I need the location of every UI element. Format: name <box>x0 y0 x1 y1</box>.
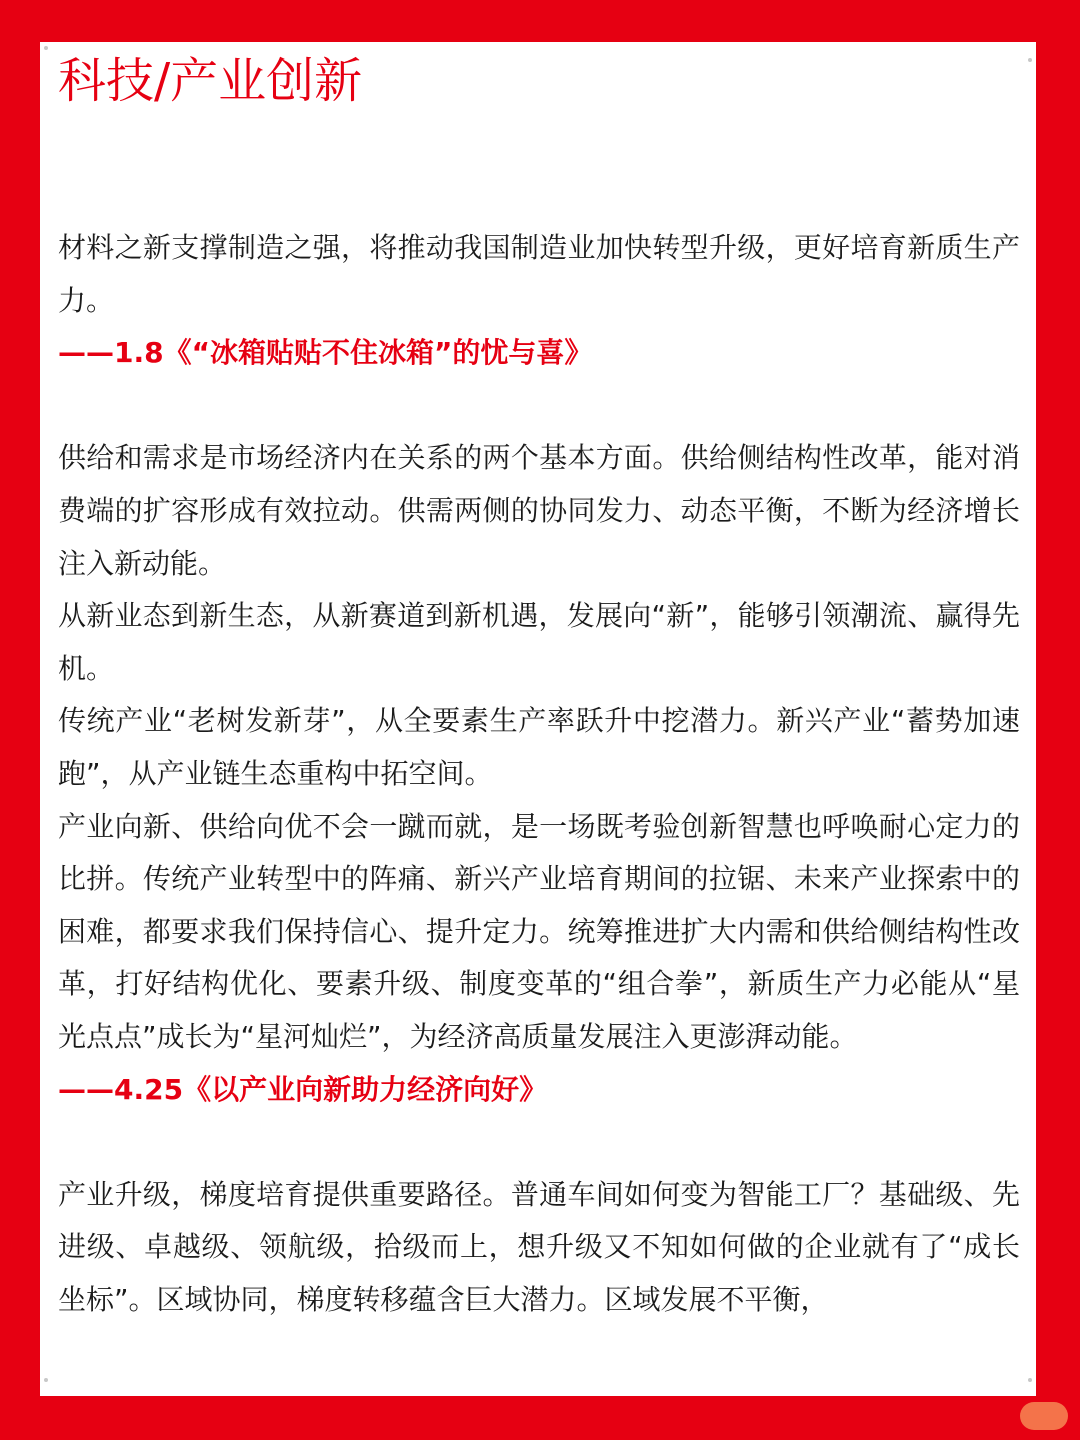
watermark-icon <box>1020 1402 1068 1430</box>
paragraph: 材料之新支撑制造之强，将推动我国制造业加快转型升级，更好培育新质生产力。 <box>58 231 1020 317</box>
content-card <box>40 42 1036 1396</box>
paragraph: 从新业态到新生态，从新赛道到新机遇，发展向“新”，能够引领潮流、赢得先机。 <box>58 599 1020 685</box>
paragraph: 产业向新、供给向优不会一蹴而就，是一场既考验创新智慧也呼唤耐心定力的比拼。传统产业转型中的阵痛、新兴产业培育期间的拉锯、未来产业探索中的困难，都要求我们保持信心、提升定力。统筹推进扩大内需和供给侧结构性改革，打好结构优化、要素升级、制度变革的“组合拳”，新质生产力必能从“星光点点”成长为“星河灿烂”，为经济高质量发展注入更澎湃动能。 <box>58 809 1020 1053</box>
corner-dot-icon <box>1028 1378 1032 1382</box>
paragraph: 传统产业“老树发新芽”，从全要素生产率跃升中挖潜力。新兴产业“蓄势加速跑”，从产业链生态重构中拓空间。 <box>58 704 1020 790</box>
spacer <box>58 380 1020 433</box>
corner-dot-icon <box>44 46 48 50</box>
source-citation: ——4.25《以产业向新助力经济向好》 <box>58 1072 548 1106</box>
spacer <box>58 1116 1020 1169</box>
page-title: 科技/产业创新 <box>58 53 363 109</box>
paragraph: 产业升级，梯度培育提供重要路径。普通车间如何变为智能工厂？基础级、先进级、卓越级、领航级，拾级而上，想升级又不知如何做的企业就有了“成长坐标”。区域协同，梯度转移蕴含巨大潜力。区域发展不平衡， <box>58 1177 1020 1316</box>
paragraph: 供给和需求是市场经济内在关系的两个基本方面。供给侧结构性改革，能对消费端的扩容形成有效拉动。供需两侧的协同发力、动态平衡，不断为经济增长注入新动能。 <box>58 441 1020 580</box>
corner-dot-icon <box>44 1378 48 1382</box>
corner-dot-icon <box>1028 58 1032 62</box>
article-body <box>58 222 1020 1326</box>
source-citation: ——1.8《“冰箱贴贴不住冰箱”的忧与喜》 <box>58 336 593 370</box>
